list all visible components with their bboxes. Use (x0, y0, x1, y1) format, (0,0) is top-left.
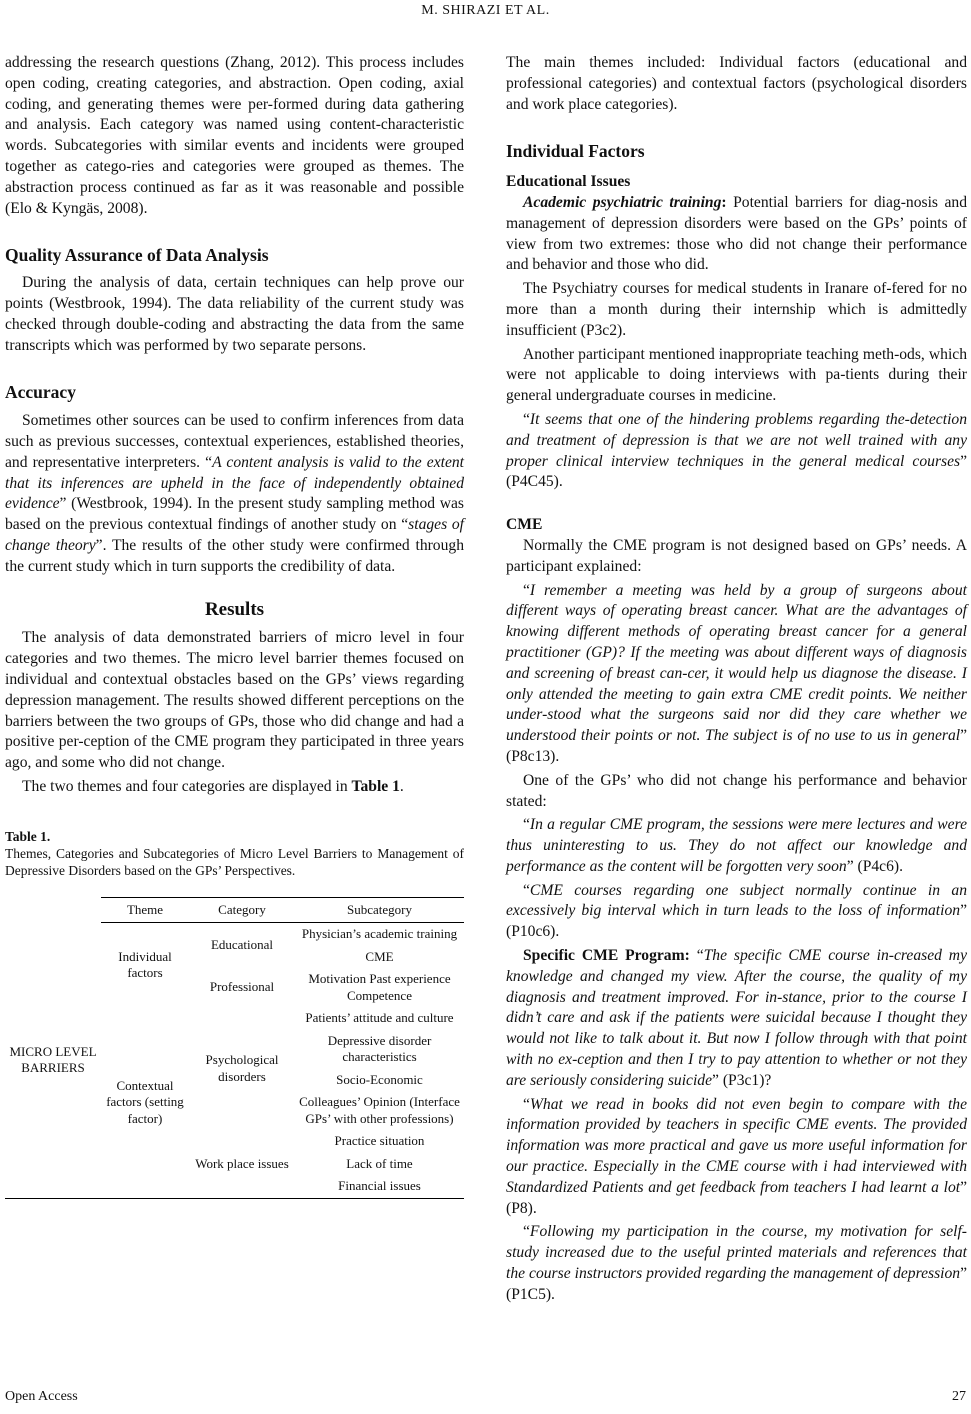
heading-results: Results (204, 598, 265, 620)
table-caption-text: Themes, Categories and Subcategories of Micro Level Barriers to Management of Depressive Disorders based on the GPs’ Perspectives. (5, 845, 464, 878)
table-header-category: Category (189, 897, 295, 924)
table-cell-sub: Depressive disorder characteristics (327, 1032, 432, 1065)
table-cell-sub: Patients’ attitude and culture (305, 1010, 454, 1026)
table-cell-sub: Practice situation (334, 1133, 425, 1149)
footer-open-access: Open Access (5, 1389, 78, 1404)
table-cell-cat-workplace: Work place issues (189, 1130, 295, 1199)
heading-accuracy: Accuracy (5, 382, 76, 403)
table-row (5, 923, 464, 946)
paragraph-gp-not-change: One of the GPs’ who did not change his performance and behavior stated: (506, 771, 967, 810)
table-cell-sub: Socio-Economic (336, 1071, 423, 1087)
table-header-theme: Theme (101, 897, 189, 924)
table-cell-sub: Physician’s academic training (301, 926, 458, 942)
paragraph-accuracy: Sometimes other sources can be used to confirm inferences from data such as previous successes, contextual experiences, established theories, and representative interpreters. “A content analysis is valid to the extent that its inferences are upheld in the face of independently obtained evidence” (Westbrook, 1994). In the present study sampling method was based on the previous contextual findings of another study on “stages of change theory”. The results of the other study were confirmed through the current study which in turn supports the credibility of data. (5, 412, 465, 575)
quote-breast-cancer: “I remember a meeting was held by a group of surgeons about different ways of operating breast cancer. What are the advantages of knowing different methods of operating breast cancer for a general practitioner (GP)? If the meeting was about different ways of diagnosis and screening of breast can-cer, it would help us diagnose the disease. I only attended the meeting to gain extra CME credit points. We neither under-stood what the surgeons said nor did they care whether we understood their points or not. The subject is of no use to us in general” (P8c13). (506, 581, 967, 765)
paragraph-specific-cme: Specific CME Program: “The specific CME course in-creased my knowledge and changed my view. After the course, the quality of my diagnosis and treatment improved. For in-stance, prior to the course I didn’t care and ask if the patients were suicidal because I thought they would not like to talk about it. But now I follow through with that point with no ex-ception and then I try to pay attention to whether or not they are seriously considering suicide” (P3c1)? (506, 947, 967, 1089)
table-header-row (5, 897, 464, 924)
table-label: Table 1. (5, 828, 51, 844)
heading-quality-assurance: Quality Assurance of Data Analysis (5, 245, 269, 266)
paragraph-main-themes: The main themes included: Individual factors (educational and professional categories) and contextual factors (psychological disorders and work place categories). (506, 54, 967, 113)
quote-self-study: “Following my participation in the course, my motivation for self-study increased due to the useful printed materials and references that the course instructors provided regarding the management of depression” (P1C5). (506, 1223, 967, 1303)
table-header-empty (5, 897, 101, 924)
quote-interview-techniques: “It seems that one of the hindering problems regarding the-detection and treatment of depression is that we are not well trained with any proper clinical interview techniques in the general medical courses” (P4C45). (506, 410, 967, 491)
left-column (5, 53, 464, 1199)
table-cell-theme-contextual: Contextual factors (setting factor) (101, 1007, 189, 1199)
table-cell-cat-professional: Professional (209, 979, 275, 995)
paragraph-results-2: The two themes and four categories are displayed in Table 1. (22, 777, 404, 795)
table-cell-sub: Financial issues (295, 1175, 464, 1199)
table-cell-sub: Lack of time (346, 1155, 413, 1171)
table-cell-sub: Colleagues’ Opinion (Interface GPs’ with other professions) (299, 1094, 460, 1126)
table-ref-link[interactable]: Table 1 (351, 777, 400, 795)
table-cell-root: MICRO LEVEL BARRIERS (5, 923, 101, 1199)
right-column (506, 53, 967, 1306)
heading-educational-issues: Educational Issues (506, 173, 631, 191)
quote-regular-cme: “In a regular CME program, the sessions were mere lectures and were thus uninteresting to us. They do not affect our knowledge and performance as the content will be forgotten very soon” (P4c6). (506, 816, 967, 875)
paragraph-methods-end: addressing the research questions (Zhang, 2012). This process includes open coding, creating categories, and abstraction. Open coding, axial coding, and generating themes were per-formed during data gathering and analysis. Each category was named using content-characteristic words. Subcategories with similar events and incidents were grouped together as catego-ries and categories were grouped as themes. The abstraction process continued as far as it was reasonable and possible (Elo & Kyngäs, 2008). (5, 54, 464, 217)
quote-books: “What we read in books did not even begin to compare with the information provided by teachers in specific CME events. The provided information was more practical and gave us more useful information for our practice. Especially in the CME course with i had interviewed with Standardized Patients and get feedback from teachers I had learnt a lot” (P8). (506, 1095, 967, 1217)
running-head: M. SHIRAZI ET AL. (421, 3, 550, 18)
paragraph-cme: Normally the CME program is not designed based on GPs’ needs. A participant explained: (506, 536, 967, 575)
table-cell-sub: Motivation Past experience Competence (308, 971, 451, 1003)
paragraph-results-1: The analysis of data demonstrated barriers of micro level in four categories and two themes. The micro level barrier themes focused on individual and contextual obstacles based on the GPs’ views regarding depression management. The results showed different perceptions on the barriers between the two groups of GPs, those who did change and had a positive per-ception of the CME program they participated in three years ago, and some who did not change. (5, 629, 464, 772)
footer-page-number: 27 (952, 1389, 966, 1404)
table-cell-cat-educational: Educational (210, 937, 274, 953)
table-cell-cat-psychological: Psychological disorders (205, 1052, 279, 1084)
quote-cme-interval: “CME courses regarding one subject normally continue in an excessively big interval which in turn leads to the loss of information” (P10c6). (506, 881, 967, 941)
heading-individual-factors: Individual Factors (506, 141, 645, 162)
table-cell-sub: CME (365, 948, 394, 964)
paragraph-academic-training: Academic psychiatric training: Potential barriers for diag-nosis and management of depression disorders were based on the GPs’ points of view from two extremes: those who did not change their performance and behavior and those who did. (506, 193, 967, 274)
table-header-subcategory: Subcategory (295, 897, 464, 924)
heading-cme: CME (506, 516, 543, 534)
table-caption (5, 828, 464, 879)
paragraph-psychiatry-courses: The Psychiatry courses for medical students in Iranare of-fered for no more than a month during their internship which is admittedly insufficient (P3c2). (506, 280, 967, 339)
paragraph-teaching-methods: Another participant mentioned inappropriate teaching meth-ods, which were not applicable to doing interviews with pa-tients during their general undergraduate courses in medicine. (506, 345, 967, 405)
table-cell-theme-individual: Individual factors (118, 948, 172, 981)
barriers-table (5, 897, 464, 1199)
paragraph-quality: During the analysis of data, certain techniques can help prove our points (Westbrook, 1994). The data reliability of the current study was checked through double-coding and abstracting the data from the same transcripts which was performed by two separate persons. (5, 274, 464, 354)
